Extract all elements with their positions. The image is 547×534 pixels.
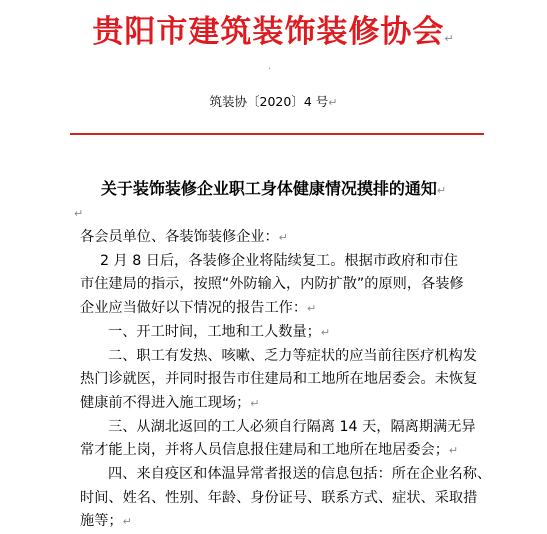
paragraph-mark-icon: ↵ — [436, 184, 447, 197]
paragraph-mark-icon: ↵ — [448, 444, 459, 458]
paragraph-mark-icon: ↵ — [74, 207, 84, 220]
body-line: 二、职工有发热、咳嗽、乏力等症状的应当前往医疗机构发 — [108, 347, 477, 364]
body-line: 常才能上岗，并将人员信息报住建局和工地所在地居委会；↵ — [80, 442, 459, 459]
body-line: 健康前不得进入施工现场；↵ — [80, 394, 260, 411]
body-line: 企业应当做好以下情况的报告工作：↵ — [80, 300, 317, 317]
paragraph-mark-icon: ↵ — [320, 325, 331, 339]
red-divider-line — [70, 133, 484, 135]
body-line: 施等；↵ — [80, 513, 132, 530]
body-line: 市住建局的指示，按照“外防输入，内防扩散”的原则，各装修 — [80, 276, 464, 293]
body-line: 四、来自疫区和体温异常者报送的信息包括：所在企业名称、 — [108, 466, 492, 483]
body-line: 一、开工时间，工地和工人数量；↵ — [108, 323, 331, 340]
body-line: 时间、姓名、性别、年龄、身份证号、联系方式、症状、采取措 — [80, 489, 478, 506]
paragraph-mark-icon: ↵ — [278, 231, 288, 244]
paragraph-mark-icon: ↵ — [122, 515, 132, 529]
body-line: 2 月 8 日后，各装修企业将陆续复工。根据市政府和市住 — [100, 252, 458, 269]
empty-paragraph-mark: · — [268, 64, 272, 75]
organization-title: 贵阳市建筑装饰装修协会↵ — [92, 14, 455, 50]
paragraph-mark-icon: ↵ — [250, 396, 260, 410]
body-line: 热门诊就医，并同时报告市住建局和工地所在地居委会。未恢复 — [80, 371, 478, 388]
document-number: 筑装协〔2020〕4 号↵ — [209, 94, 338, 109]
salutation: 各会员单位、各装饰装修企业：↵ — [80, 229, 288, 245]
notice-body — [80, 226, 492, 534]
body-line: 三、从湖北返回的工人必须自行隔离 14 天，隔离期满无异 — [108, 418, 476, 435]
paragraph-mark-icon: ↵ — [328, 96, 338, 109]
notice-title: 关于装饰装修企业职工身体健康情况摸排的通知↵ — [100, 179, 447, 198]
paragraph-mark-icon: ↵ — [444, 32, 455, 45]
paragraph-mark-icon: ↵ — [307, 302, 317, 316]
